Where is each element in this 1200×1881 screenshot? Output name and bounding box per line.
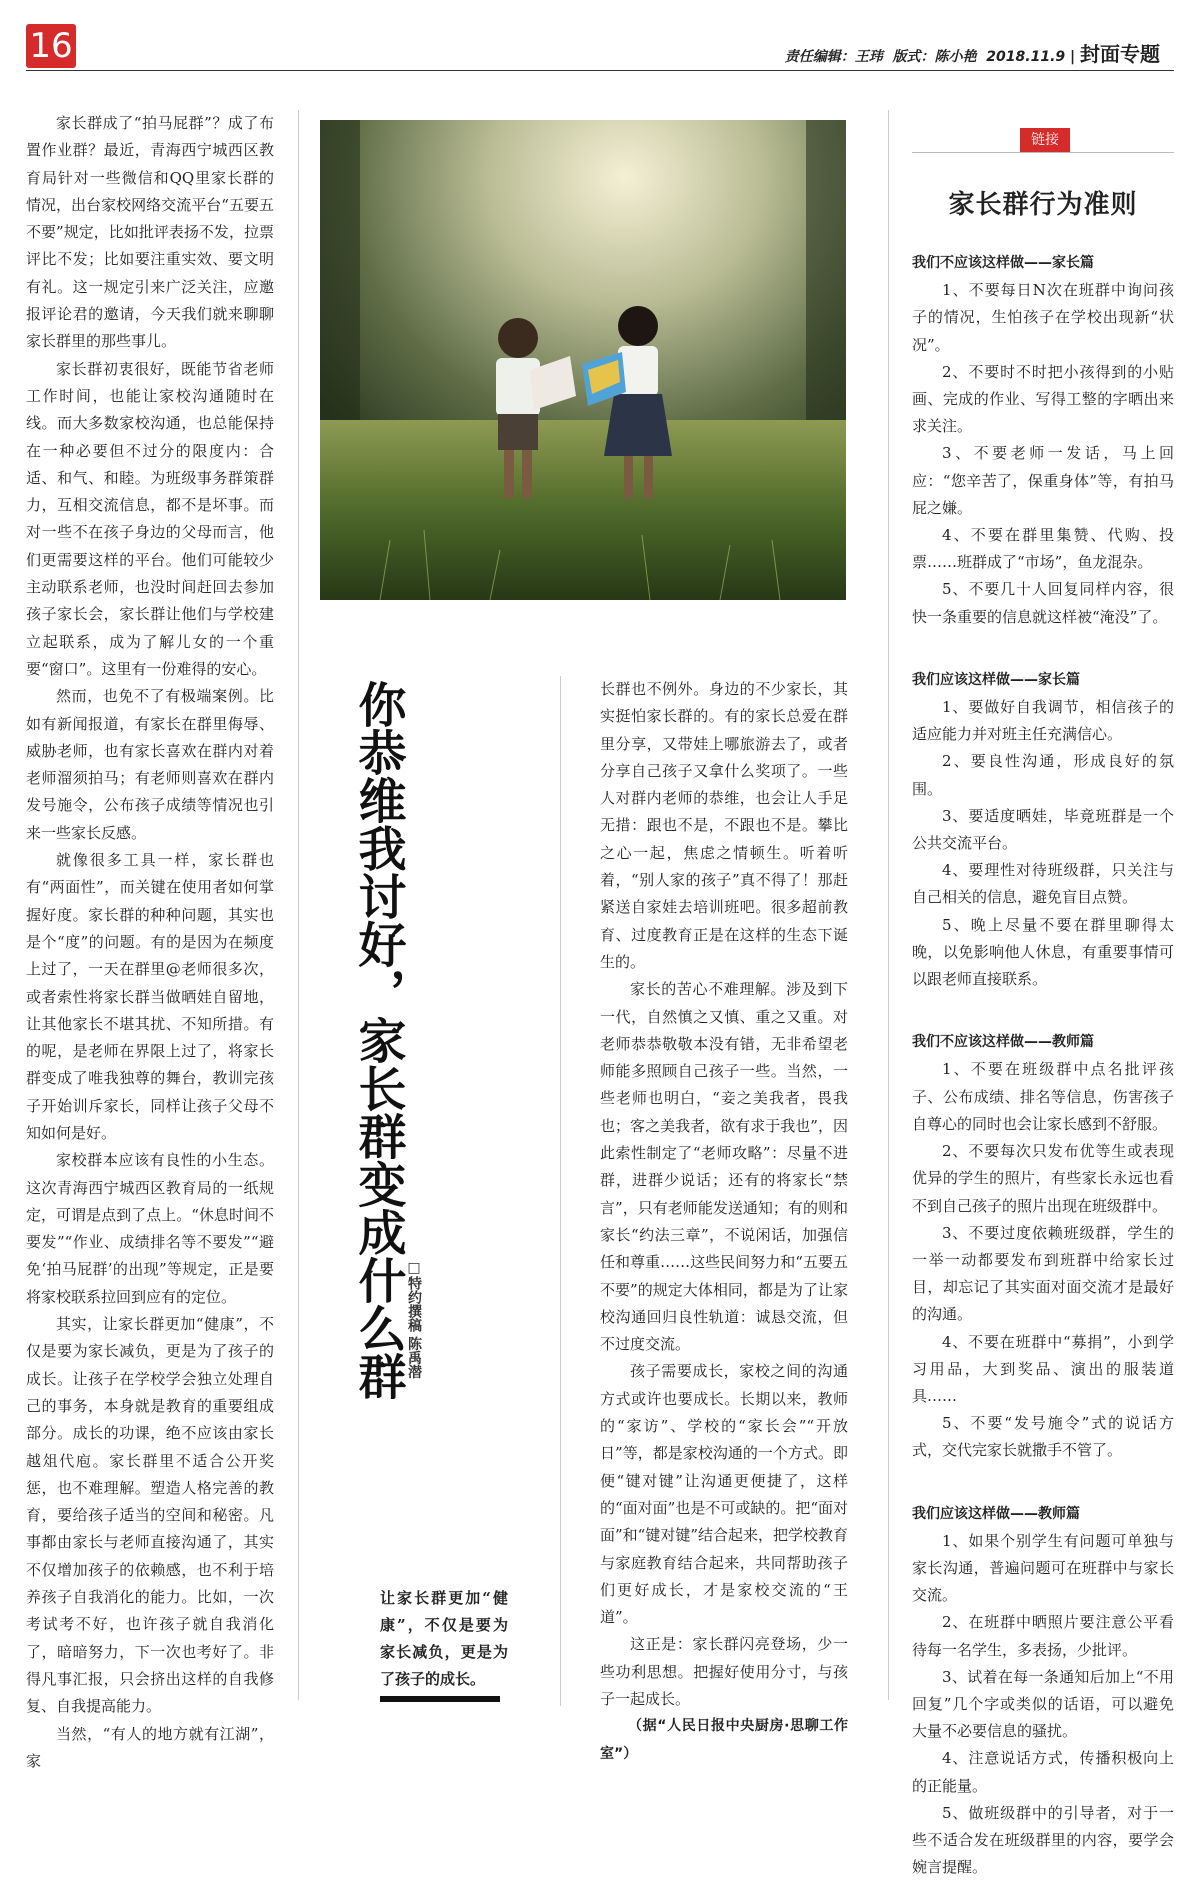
sidebar-title: 家长群行为准则 (948, 190, 1138, 220)
article-paragraph: 就像很多工具一样，家长群也有“两面性”，而关键在使用者如何掌握好度。家长群的种种问题，其实也是个“度”的问题。有的是因为在频度上过了，一天在群里@老师很多次，或者索性将家长群当做晒娃自留地，让其他家长不堪其扰、不知所措。有的呢，是老师在界限上过了，将家长群变成了唯我独尊的舞台，教训完孩子开始训斥家长，同样让孩子父母不知如何是好。 (26, 851, 274, 1142)
pull-quote-bar (380, 1696, 500, 1702)
issue-date: 2018.11.9 (986, 49, 1066, 65)
sidebar-section (912, 250, 1174, 631)
article-paragraph: 其实，让家长群更加“健康”，不仅是要为家长减负，更是为了孩子的成长。让孩子在学校学会独立处理自己的事务，本身就是教育的重要组成部分。成长的功课，绝不应该由家长越俎代庖。家长群里不适合公开奖惩，也不难理解。塑造人格完善的教育，要给孩子适当的空间和秘密。凡事都由家长与老师直接沟通了，其实不仅增加孩子的依赖感，也不利于培养孩子自我消化的能力。比如，一次考试考不好，也许孩子就自我消化了，暗暗努力，下一次也考好了。非得凡事汇报，只会挤出这样的自我修复、自我提高能力。 (26, 1315, 274, 1716)
layout-credit: 版式：陈小艳 (892, 49, 977, 65)
masthead-info (785, 38, 1160, 67)
article-paragraph: 家长群初衷很好，既能节省老师工作时间，也能让家校沟通随时在线。而大多数家校沟通，也总能保持在一种必要但不过分的限度内：合适、和气、和睦。为班级事务群策群力，互相交流信息，都不是坏事。而对一些不在孩子身边的父母而言，他们更需要这样的平台。他们可能较少主动联系老师，也没时间赶回去参加孩子家长会，家长群让他们与学校建立起联系，成为了解儿女的一个重要“窗口”。这里有一份难得的安心。 (26, 359, 274, 678)
sidebar-section-heading: 我们应该这样做——教师篇 (912, 1505, 1080, 1522)
article-paragraph: 家校群本应该有良性的小生态。这次青海西宁城西区教育局的一纸规定，可谓是点到了点上。“休息时间不要发”“作业、成绩排名等不要发”“避免‘拍马屁群’的出现”等规定，正是要将家校联系拉回到应有的定位。 (26, 1151, 274, 1306)
sidebar-tag: 链接 (1020, 128, 1070, 152)
article-paragraph: 然而，也免不了有极端案例。比如有新闻报道，有家长在群里侮辱、威胁老师，也有家长喜欢在群内对着老师溜须拍马；有老师则喜欢在群内发号施令，公布孩子成绩等情况也引来一些家长反感。 (26, 687, 274, 842)
guideline-item: 5、晚上尽量不要在群里聊得太晚，以免影响他人休息，有重要事情可以跟老师直接联系。 (912, 915, 1174, 989)
header-rule (26, 70, 1174, 71)
column-divider (298, 110, 299, 1700)
guideline-item: 3、不要老师一发话，马上回应：“您辛苦了，保重身体”等，有拍马屁之嫌。 (912, 444, 1174, 517)
column-divider (888, 110, 889, 1700)
separator: | (1070, 49, 1076, 65)
article-paragraph: 家长的苦心不难理解。涉及到下一代，自然慎之又慎、重之又重。对老师恭恭敬敬本没有错，无非希望老师能多照顾自己孩子一些。当然，一些老师也明白，“妾之美我者，畏我也；客之美我者，欲有求于我也”，因此索性制定了“老师攻略”：尽量不进群，进群少说话；还有的将家长“禁言”，只有老师能发送通知；有的则和家长“约法三章”，不说闲话，加强信任和尊重……这些民间努力和“五要五不要”的规定大体相同，都是为了让家校沟通回归良性轨道：诚恳交流，但不过度交流。 (600, 980, 848, 1354)
article-source: （据“人民日报中央厨房·思聊工作室”） (600, 1718, 848, 1762)
sidebar-section (912, 667, 1174, 993)
guideline-item: 3、要适度晒娃，毕竟班群是一个公共交流平台。 (912, 806, 1174, 853)
guideline-item: 1、要做好自我调节，相信孩子的适应能力并对班主任充满信心。 (912, 698, 1174, 744)
guideline-item: 2、不要时不时把小孩得到的小贴画、完成的作业、写得工整的字晒出来求关注。 (912, 362, 1174, 436)
article-paragraph: 孩子需要成长，家校之间的沟通方式或许也要成长。长期以来，教师的“家访”、学校的“家长会”“开放日”等，都是家校沟通的一个方式。即便“键对键”让沟通更便捷了，这样的“面对面”也是不可或缺的。把“面对面”和“键对键”结合起来，把学校教育与家庭教育结合起来，共同帮助孩子们更好成长，才是家校交流的“王道”。 (600, 1362, 849, 1627)
sidebar-top-rule (912, 152, 1174, 153)
column-divider (560, 676, 561, 1706)
guideline-item: 1、不要在班级群中点名批评孩子、公布成绩、排名等信息，伤害孩子自尊心的同时也会让家长感到不舒服。 (912, 1060, 1174, 1133)
guideline-item: 1、不要每日N次在班群中询问孩子的情况，生怕孩子在学校出现新“状况”。 (912, 281, 1174, 354)
article-paragraph: 长群也不例外。身边的不少家长，其实挺怕家长群的。有的家长总爱在群里分享，又带娃上哪旅游去了，或者分享自己孩子又拿什么奖项了。一些人对群内老师的恭维，也会让人手足无措：跟也不是，不跟也不是。攀比之心一起，焦虑之情顿生。听着听着，“别人家的孩子”真不得了！那赶紧送自家娃去培训班吧。很多超前教育、过度教育正是在这样的生态下诞生的。 (600, 680, 848, 971)
section-title: 封面专题 (1080, 42, 1160, 66)
sidebar-section-heading: 我们应该这样做——家长篇 (912, 671, 1080, 688)
sidebar-section-heading: 我们不应该这样做——家长篇 (912, 255, 1094, 271)
article-photo (320, 120, 846, 600)
guideline-item: 2、要良性沟通，形成良好的氛围。 (912, 752, 1174, 798)
guideline-item: 5、不要几十人回复同样内容，很快一条重要的信息就这样被“淹没”了。 (912, 580, 1174, 626)
article-byline: □特约撰稿 陈禹潜 (406, 1260, 422, 1379)
page-number: 16 (26, 24, 76, 68)
guideline-item: 1、如果个别学生有问题可单独与家长沟通，普遍问题可在班群中与家长交流。 (912, 1531, 1174, 1605)
guideline-item: 5、做班级群中的引导者，对于一些不适合发在班级群里的内容，要学会婉言提醒。 (912, 1803, 1174, 1877)
guideline-item: 4、不要在班群中“募捐”，小到学习用品，大到奖品、演出的服装道具…… (912, 1332, 1174, 1405)
sidebar-guidelines (912, 250, 1174, 1881)
article-paragraph: 这正是：家长群闪亮登场，少一些功利思想。把握好使用分寸，与孩子一起成长。 (600, 1635, 848, 1708)
article-paragraph: 家长群成了“拍马屁群”？成了布置作业群？最近，青海西宁城西区教育局针对一些微信和QQ里家长群的情况，出台家校网络交流平台“五要五不要”规定，比如批评表扬不发，拉票评比不发；比如要注重实效、要文明有礼。这一规定引来广泛关注，应邀报评论君的邀请，今天我们就来聊聊家长群里的那些事儿。 (26, 114, 274, 351)
editor-credit: 责任编辑：王玮 (784, 49, 883, 65)
guideline-item: 3、不要过度依赖班级群，学生的一举一动都要发布到班群中给家长过目，却忘记了其实面对面交流才是最好的沟通。 (912, 1223, 1174, 1324)
guideline-item: 5、不要“发号施令”式的说话方式，交代完家长就撒手不管了。 (912, 1414, 1174, 1460)
pull-quote: 让家长群更加“健康”，不仅是要为家长减负，更是为了孩子的成长。 (380, 1589, 508, 1688)
sidebar-section (912, 1029, 1174, 1464)
guideline-item: 2、不要每次只发布优等生或表现优异的学生的照片，有些家长永远也看不到自己孩子的照片出现在班级群中。 (912, 1142, 1174, 1215)
article-paragraph: 当然，“有人的地方就有江湖”，家 (26, 1724, 274, 1770)
guideline-item: 3、试着在每一条通知后加上“不用回复”几个字或类似的话语，可以避免大量不必要信息的骚扰。 (912, 1667, 1174, 1741)
guideline-item: 4、注意说话方式，传播积极向上的正能量。 (912, 1749, 1174, 1795)
guideline-item: 4、要理性对待班级群，只关注与自己相关的信息，避免盲目点赞。 (912, 861, 1174, 907)
guideline-item: 4、不要在群里集赞、代购、投票……班群成了“市场”，鱼龙混杂。 (912, 526, 1174, 572)
article-column-1 (26, 110, 274, 1775)
article-headline: 你恭维我讨好，家长群变成什么群 (350, 680, 406, 1400)
article-column-2 (600, 676, 848, 1768)
guideline-item: 2、在班群中晒照片要注意公平看待每一名学生，多表扬，少批评。 (912, 1613, 1174, 1659)
children-reading-photo (320, 120, 846, 600)
sidebar-section-heading: 我们不应该这样做——教师篇 (912, 1034, 1094, 1051)
sidebar-section (912, 1501, 1174, 1881)
